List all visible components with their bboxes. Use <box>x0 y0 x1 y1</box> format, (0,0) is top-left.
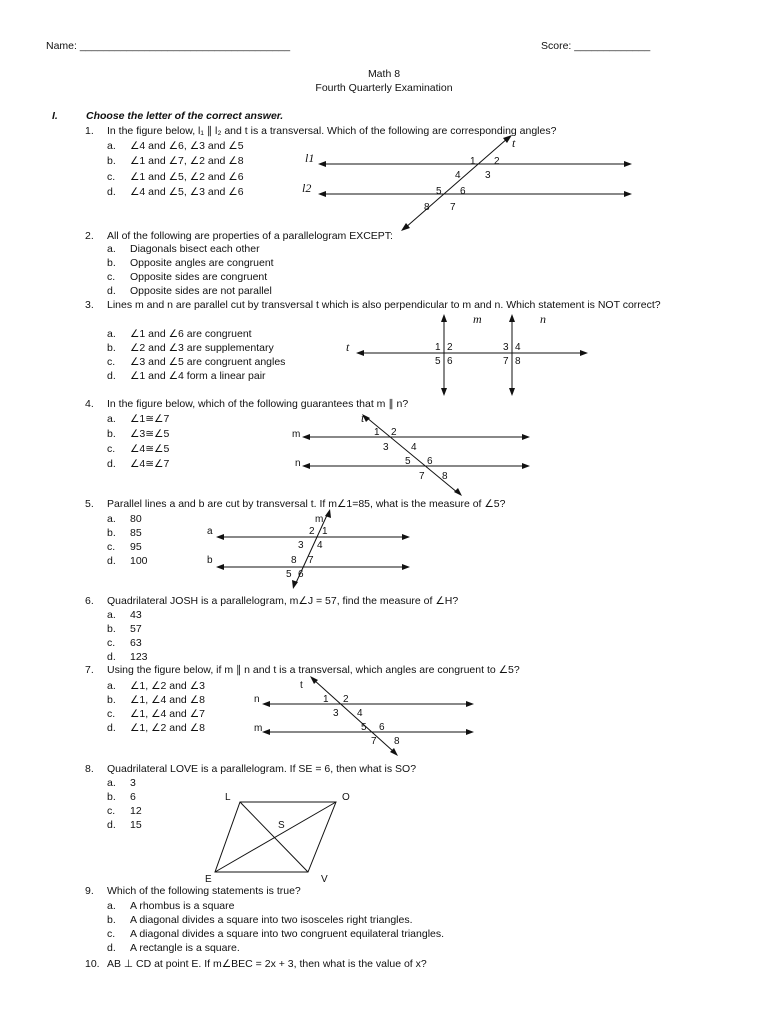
option-letter: d. <box>107 651 116 663</box>
vertex-O-label: O <box>342 792 350 803</box>
option-text[interactable]: ∠4 and ∠5, ∠3 and ∠6 <box>130 186 244 198</box>
question-number: 2. <box>85 230 94 242</box>
question-text: Parallel lines a and b are cut by transversal t. If m∠1=85, what is the measure of ∠5? <box>107 498 506 510</box>
option-letter: c. <box>107 928 116 940</box>
option-text[interactable]: ∠4≅∠5 <box>130 443 170 455</box>
angle-label: 2 <box>309 526 315 537</box>
line-t-label: t <box>300 680 303 691</box>
question-text: AB ⊥ CD at point E. If m∠BEC = 2x + 3, then what is the value of x? <box>107 958 427 970</box>
option-letter: d. <box>107 186 116 198</box>
option-letter: a. <box>107 328 116 340</box>
option-text[interactable]: ∠4≅∠7 <box>130 458 170 470</box>
option-letter: a. <box>107 609 116 621</box>
angle-label: 5 <box>286 569 292 580</box>
angle-label: 8 <box>424 202 430 213</box>
angle-label: 3 <box>485 170 491 181</box>
option-text[interactable]: Opposite angles are congruent <box>130 257 274 269</box>
option-letter: b. <box>107 694 116 706</box>
option-text[interactable]: ∠1 and ∠6 are congruent <box>130 328 252 340</box>
name-field-label: Name: ____________________________________ <box>46 40 291 52</box>
line-t-label: t <box>346 340 350 354</box>
center-S-label: S <box>278 820 285 831</box>
option-text[interactable]: 3 <box>130 777 136 789</box>
option-text[interactable]: Opposite sides are congruent <box>130 271 268 283</box>
question-number: 4. <box>85 398 94 410</box>
option-letter: b. <box>107 623 116 635</box>
angle-label: 7 <box>450 202 456 213</box>
option-text[interactable]: 80 <box>130 513 142 525</box>
line-m-label: m <box>315 514 324 525</box>
angle-label: 2 <box>343 694 349 705</box>
exam-subtitle: Fourth Quarterly Examination <box>315 82 453 94</box>
option-text[interactable]: ∠1, ∠2 and ∠3 <box>130 680 205 692</box>
option-letter: b. <box>107 155 116 167</box>
angle-label: 1 <box>322 526 328 537</box>
line-m-label: m <box>292 429 301 440</box>
vertex-E-label: E <box>205 874 212 885</box>
question-number: 3. <box>85 299 94 311</box>
option-letter: a. <box>107 777 116 789</box>
q3-figure <box>0 300 768 400</box>
angle-label: 5 <box>361 722 367 733</box>
line-m-label: m <box>473 312 482 326</box>
angle-label: 8 <box>291 555 297 566</box>
option-letter: d. <box>107 458 116 470</box>
option-text[interactable]: A rhombus is a square <box>130 900 235 912</box>
question-text: Quadrilateral LOVE is a parallelogram. If SE = 6, then what is SO? <box>107 763 417 775</box>
angle-label: 1 <box>435 342 441 353</box>
angle-label: 4 <box>515 342 521 353</box>
option-text[interactable]: 6 <box>130 791 136 803</box>
option-letter: a. <box>107 900 116 912</box>
angle-label: 6 <box>379 722 385 733</box>
angle-label: 8 <box>515 356 521 367</box>
option-letter: d. <box>107 370 116 382</box>
option-letter: c. <box>107 443 116 455</box>
question-text: In the figure below, l₁ ∥ l₂ and t is a transversal. Which of the following are corresponding angles? <box>107 125 557 137</box>
option-text[interactable]: ∠1 and ∠7, ∠2 and ∠8 <box>130 155 244 167</box>
angle-label: 3 <box>503 342 509 353</box>
section-roman-numeral: I. <box>52 110 58 122</box>
question-number: 8. <box>85 763 94 775</box>
section-instruction: Choose the letter of the correct answer. <box>86 110 284 122</box>
q5-figure <box>0 505 768 605</box>
option-text[interactable]: ∠1, ∠4 and ∠7 <box>130 708 205 720</box>
angle-label: 5 <box>435 356 441 367</box>
q8-parallelogram-figure <box>0 780 768 890</box>
question-number: 6. <box>85 595 94 607</box>
option-text[interactable]: 43 <box>130 609 142 621</box>
option-text[interactable]: 57 <box>130 623 142 635</box>
exam-title: Math 8 <box>367 68 401 80</box>
option-text[interactable]: ∠3≅∠5 <box>130 428 170 440</box>
angle-label: 6 <box>460 186 466 197</box>
angle-label: 7 <box>371 736 377 747</box>
transversal-t-label: t <box>512 136 516 150</box>
option-text[interactable]: 100 <box>130 555 148 567</box>
option-letter: c. <box>107 805 116 817</box>
angle-label: 6 <box>427 456 433 467</box>
line-l2-label: l2 <box>302 181 312 195</box>
option-letter: d. <box>107 285 116 297</box>
option-letter: c. <box>107 356 116 368</box>
angle-label: 6 <box>298 569 304 580</box>
question-number: 9. <box>85 885 94 897</box>
line-l1-label: l1 <box>305 151 315 165</box>
question-text: Using the figure below, if m ∥ n and t is a transversal, which angles are congruent to ∠5? <box>107 664 520 676</box>
angle-label: 1 <box>323 694 329 705</box>
question-text: Lines m and n are parallel cut by transversal t which is also perpendicular to m and n. Which statement is NOT correct? <box>107 299 661 311</box>
question-text: All of the following are properties of a parallelogram EXCEPT: <box>107 230 393 242</box>
option-letter: a. <box>107 413 116 425</box>
line-n-label: n <box>540 312 546 326</box>
option-letter: b. <box>107 428 116 440</box>
angle-label: 6 <box>447 356 453 367</box>
option-letter: a. <box>107 140 116 152</box>
option-text[interactable]: 95 <box>130 541 142 553</box>
line-n-label: n <box>254 694 260 705</box>
question-text: Which of the following statements is true? <box>107 885 301 897</box>
score-field-label: Score: _____________ <box>541 40 651 52</box>
angle-label: 2 <box>391 427 397 438</box>
option-text[interactable]: 15 <box>130 819 142 831</box>
option-text[interactable]: ∠1, ∠2 and ∠8 <box>130 722 205 734</box>
angle-label: 8 <box>442 471 448 482</box>
angle-label: 7 <box>419 471 425 482</box>
question-number: 10. <box>85 958 100 970</box>
option-text[interactable]: ∠2 and ∠3 are supplementary <box>130 342 274 354</box>
option-letter: d. <box>107 722 116 734</box>
angle-label: 2 <box>447 342 453 353</box>
option-letter: d. <box>107 819 116 831</box>
option-text[interactable]: ∠3 and ∠5 are congruent angles <box>130 356 286 368</box>
angle-label: 4 <box>357 708 363 719</box>
option-letter: b. <box>107 791 116 803</box>
option-letter: c. <box>107 541 116 553</box>
angle-label: 4 <box>455 170 461 181</box>
option-letter: d. <box>107 942 116 954</box>
option-text[interactable]: Opposite sides are not parallel <box>130 285 272 297</box>
option-text[interactable]: ∠4 and ∠6, ∠3 and ∠5 <box>130 140 244 152</box>
question-text: Quadrilateral JOSH is a parallelogram, m∠J = 57, find the measure of ∠H? <box>107 595 459 607</box>
angle-label: 5 <box>405 456 411 467</box>
angle-label: 3 <box>383 442 389 453</box>
option-letter: a. <box>107 513 116 525</box>
line-a-label: a <box>207 526 213 537</box>
option-text[interactable]: ∠1≅∠7 <box>130 413 170 425</box>
angle-label: 2 <box>494 156 500 167</box>
option-text[interactable]: A rectangle is a square. <box>130 942 240 954</box>
option-letter: a. <box>107 680 116 692</box>
angle-label: 5 <box>436 186 442 197</box>
option-text[interactable]: Diagonals bisect each other <box>130 243 260 255</box>
option-text[interactable]: 63 <box>130 637 142 649</box>
question-text: In the figure below, which of the following guarantees that m ∥ n? <box>107 398 409 410</box>
line-m-label: m <box>254 723 263 734</box>
angle-label: 8 <box>394 736 400 747</box>
angle-label: 7 <box>503 356 509 367</box>
option-text[interactable]: 12 <box>130 805 142 817</box>
option-text[interactable]: A diagonal divides a square into two congruent equilateral triangles. <box>130 928 445 940</box>
option-letter: c. <box>107 708 116 720</box>
option-text[interactable]: ∠1 and ∠4 form a linear pair <box>130 370 266 382</box>
vertex-L-label: L <box>225 792 231 803</box>
line-t-label: t <box>361 411 365 425</box>
angle-label: 1 <box>374 427 380 438</box>
line-n-label: n <box>295 458 301 469</box>
option-text[interactable]: ∠1, ∠4 and ∠8 <box>130 694 205 706</box>
option-text[interactable]: 85 <box>130 527 142 539</box>
option-letter: c. <box>107 171 116 183</box>
option-text[interactable]: ∠1 and ∠5, ∠2 and ∠6 <box>130 171 244 183</box>
option-text[interactable]: A diagonal divides a square into two isosceles right triangles. <box>130 914 413 926</box>
option-letter: a. <box>107 243 116 255</box>
question-number: 1. <box>85 125 94 137</box>
option-letter: c. <box>107 637 116 649</box>
option-letter: b. <box>107 342 116 354</box>
angle-label: 3 <box>333 708 339 719</box>
angle-label: 4 <box>411 442 417 453</box>
angle-label: 7 <box>308 555 314 566</box>
option-letter: d. <box>107 555 116 567</box>
angle-label: 3 <box>298 540 304 551</box>
vertex-V-label: V <box>321 874 328 885</box>
angle-label: 4 <box>317 540 323 551</box>
option-letter: c. <box>107 271 116 283</box>
q7-figure <box>0 672 768 772</box>
question-number: 5. <box>85 498 94 510</box>
option-letter: b. <box>107 914 116 926</box>
option-letter: b. <box>107 527 116 539</box>
question-number: 7. <box>85 664 94 676</box>
q4-figure <box>0 405 768 505</box>
option-text[interactable]: 123 <box>130 651 148 663</box>
line-b-label: b <box>207 555 213 566</box>
option-letter: b. <box>107 257 116 269</box>
angle-label: 1 <box>470 156 476 167</box>
